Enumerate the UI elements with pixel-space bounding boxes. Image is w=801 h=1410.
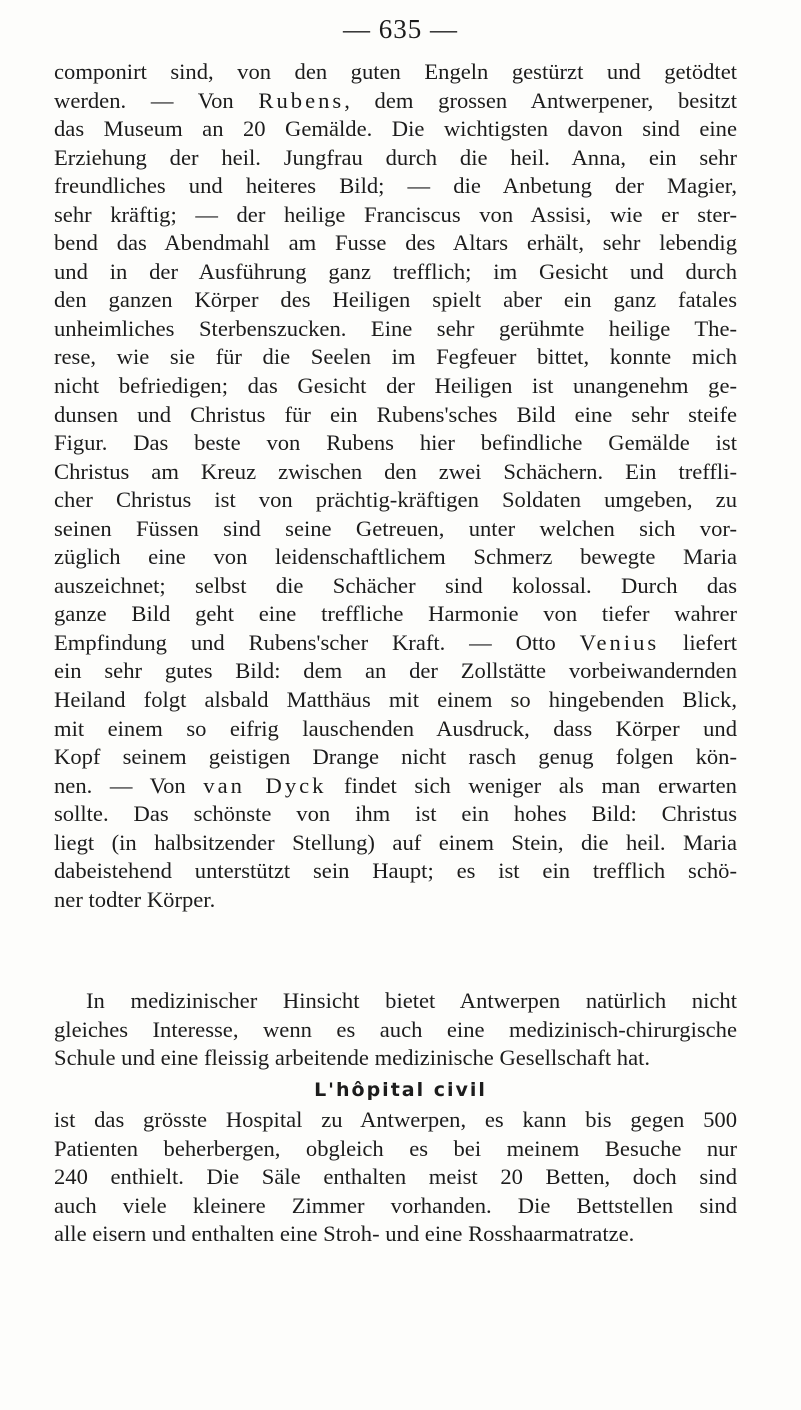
text-line: Empfindung und Rubens'scher Kraft. — Otto Venius liefert bbox=[54, 629, 737, 655]
text-line: rese, wie sie für die Seelen im Fegfeuer bittet, konnte mich bbox=[54, 344, 737, 370]
text-line: den ganzen Körper des Heiligen spielt aber ein ganz fatales bbox=[54, 287, 737, 313]
paragraph-rubens bbox=[54, 58, 737, 914]
text-line: und in der Ausführung ganz trefflich; im Gesicht und durch bbox=[54, 258, 737, 284]
text-line: In medizinischer Hinsicht bietet Antwerpen natürlich nicht bbox=[86, 988, 737, 1013]
text-line: Erziehung der heil. Jungfrau durch die heil. Anna, ein sehr bbox=[54, 144, 737, 170]
text-line: Patienten beherbergen, obgleich es bei meinem Besuche nur bbox=[54, 1135, 737, 1161]
text-line: ganze Bild geht eine treffliche Harmonie von tiefer wahrer bbox=[54, 601, 737, 627]
text-line: componirt sind, von den guten Engeln gestürzt und getödtet bbox=[54, 59, 737, 84]
text-line: dunsen und Christus für ein Rubens'sches Bild eine sehr steife bbox=[54, 401, 737, 427]
text-line: auszeichnet; selbst die Schächer sind kolossal. Durch das bbox=[54, 572, 737, 598]
text-line: Kopf seinem geistigen Drange nicht rasch genug folgen kön- bbox=[54, 744, 737, 770]
text-line: dabeistehend unterstützt sein Haupt; es ist ein trefflich schö- bbox=[54, 858, 737, 884]
section-heading: L'hôpital civil bbox=[314, 1079, 487, 1101]
text-line: Figur. Das beste von Rubens hier befindliche Gemälde ist bbox=[54, 430, 737, 456]
text-line: liegt (in halbsitzender Stellung) auf einem Stein, die heil. Maria bbox=[54, 829, 737, 855]
text-line: ist das grösste Hospital zu Antwerpen, es kann bis gegen 500 bbox=[54, 1107, 737, 1132]
text-line: auch viele kleinere Zimmer vorhanden. Die Bettstellen sind bbox=[54, 1192, 737, 1218]
text-line: sollte. Das schönste von ihm ist ein hohes Bild: Christus bbox=[54, 801, 737, 827]
text-line: alle eisern und enthalten eine Stroh- und eine Rosshaarmatratze. bbox=[54, 1221, 635, 1247]
text-line: werden. — Von Rubens, dem grossen Antwerpener, besitzt bbox=[54, 87, 737, 113]
text-line: Heiland folgt alsbald Matthäus mit einem so hingebenden Blick, bbox=[54, 687, 737, 713]
page-number: — 635 — bbox=[343, 14, 458, 44]
text-line: nen. — Von van Dyck findet sich weniger als man erwarten bbox=[54, 772, 737, 798]
spaced-name: van Dyck bbox=[203, 772, 327, 798]
text-line: nicht befriedigen; das Gesicht der Heiligen ist unangenehm ge- bbox=[54, 373, 737, 399]
text-line: bend das Abendmahl am Fusse des Altars erhält, sehr lebendig bbox=[54, 230, 737, 256]
text-line: gleiches Interesse, wenn es auch eine medizinisch-chirurgische bbox=[54, 1016, 737, 1042]
text-line: züglich eine von leidenschaftlichem Schmerz bewegte Maria bbox=[54, 544, 737, 570]
text-line: unheimliches Sterbenszucken. Eine sehr gerühmte heilige The- bbox=[54, 315, 737, 341]
text-line: das Museum an 20 Gemälde. Die wichtigsten davon sind eine bbox=[54, 116, 737, 142]
paragraph-hospital bbox=[54, 1106, 737, 1249]
text-line: mit einem so eifrig lauschenden Ausdruck, dass Körper und bbox=[54, 715, 737, 741]
text-line: 240 enthielt. Die Säle enthalten meist 20 Betten, doch sind bbox=[54, 1164, 737, 1190]
text-line: seinen Füssen sind seine Getreuen, unter welchen sich vor- bbox=[54, 515, 737, 541]
spaced-name: Venius bbox=[579, 629, 660, 655]
text-line: ein sehr gutes Bild: dem an der Zollstätte vorbeiwandernden bbox=[54, 658, 737, 684]
text-line: sehr kräftig; — der heilige Franciscus von Assisi, wie er ster- bbox=[54, 201, 737, 227]
text-line: Schule und eine fleissig arbeitende medizinische Gesellschaft hat. bbox=[54, 1045, 651, 1071]
paragraph-medical bbox=[54, 987, 737, 1073]
text-line: Christus am Kreuz zwischen den zwei Schächern. Ein treffli- bbox=[54, 458, 737, 484]
text-line: ner todter Körper. bbox=[54, 886, 216, 912]
text-line: cher Christus ist von prächtig-kräftigen Soldaten umgeben, zu bbox=[54, 487, 737, 513]
text-line: freundliches und heiteres Bild; — die Anbetung der Magier, bbox=[54, 173, 737, 199]
spaced-name: Rubens bbox=[258, 87, 345, 113]
